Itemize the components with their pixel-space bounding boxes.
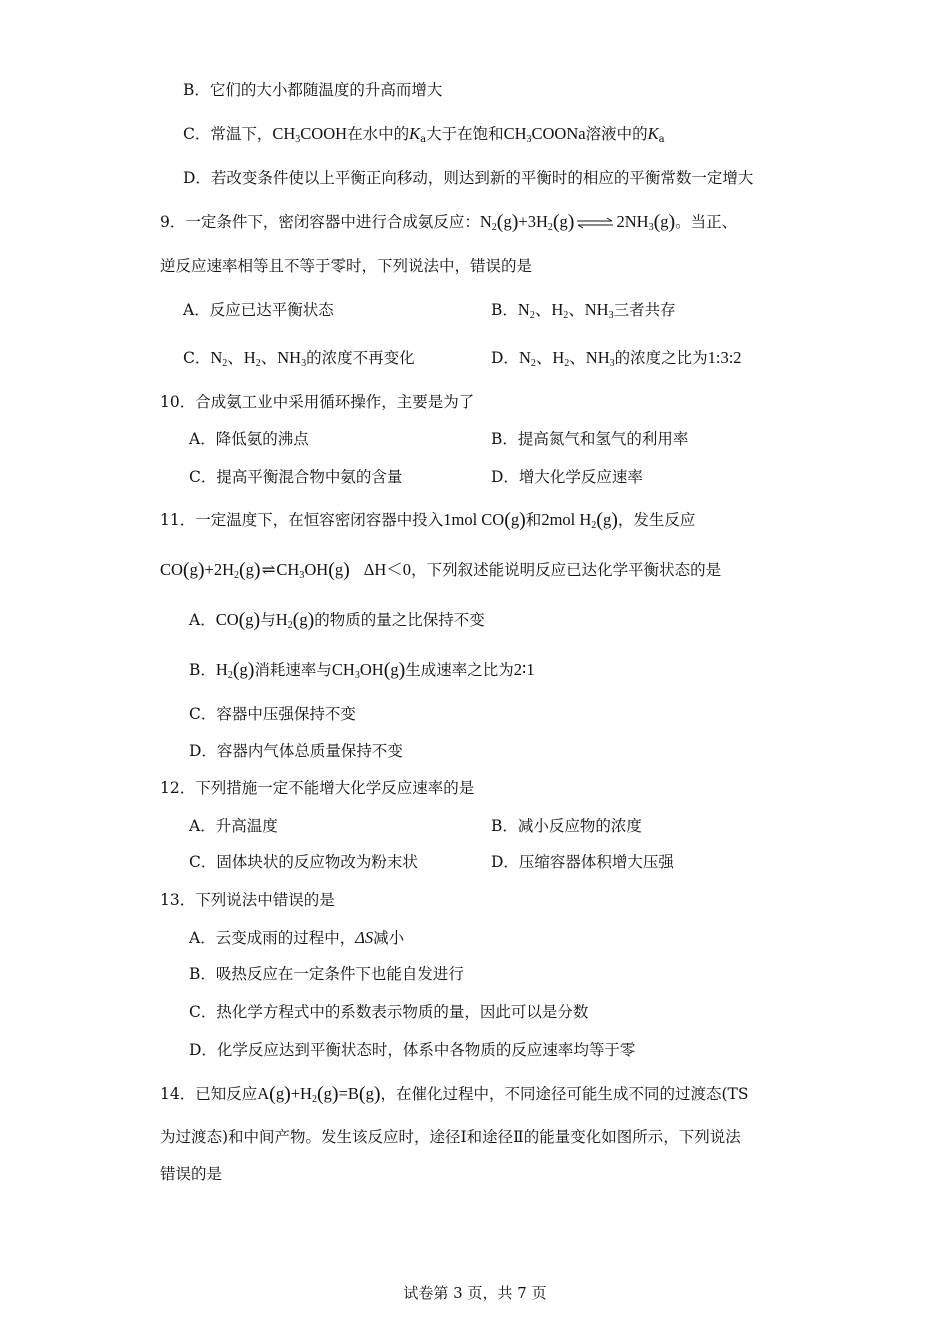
- paren: ): [519, 509, 526, 531]
- paren: (: [269, 1083, 276, 1105]
- q14-stem-line1: [160, 1083, 749, 1105]
- paren: ): [511, 211, 519, 233]
- q13-option-b: B．吸热反应在一定条件下也能自发进行: [189, 965, 464, 983]
- t: H: [275, 610, 288, 629]
- paren: (: [239, 559, 246, 581]
- t: 和: [525, 511, 542, 529]
- paren: ): [247, 659, 255, 681]
- q12-option-b: B．减小反应物的浓度: [491, 817, 642, 835]
- paren: ): [567, 211, 575, 233]
- sub: 3: [526, 134, 532, 145]
- delta-h: ΔH＜0: [363, 560, 412, 579]
- sub: 2: [529, 310, 535, 321]
- paren: (: [238, 609, 246, 631]
- paren: (: [292, 609, 300, 631]
- sub: 3: [301, 358, 307, 369]
- t: 三者共存: [613, 301, 676, 319]
- t: N: [210, 348, 223, 367]
- t: 消耗速率与: [254, 661, 332, 679]
- t: g: [503, 212, 512, 231]
- t: B．: [189, 661, 216, 679]
- ratio: 2∶1: [513, 660, 535, 679]
- paren: ): [611, 509, 618, 531]
- q12-stem: 12．下列措施一定不能增大化学反应速率的是: [160, 779, 475, 797]
- q8-option-d: D．若改变条件使以上平衡正向移动，则达到新的平衡时的相应的平衡常数一定增大: [183, 169, 754, 187]
- paren: ): [343, 559, 350, 581]
- ka-symbol: K: [409, 124, 421, 143]
- text: 。当正、: [675, 213, 738, 231]
- sub: 3: [354, 670, 360, 681]
- sub: 2: [255, 358, 261, 369]
- sub: 2: [563, 310, 569, 321]
- t: 、H: [227, 348, 256, 367]
- formula: [504, 124, 586, 143]
- text: C．常温下，: [183, 125, 273, 143]
- q12-option-d: D．压缩容器体积增大压强: [491, 853, 674, 871]
- paren: (: [552, 211, 560, 233]
- t: D．: [491, 349, 519, 367]
- t: 、H: [534, 300, 564, 319]
- sub: 2: [222, 358, 228, 369]
- t: g: [189, 560, 198, 579]
- q9-option-a: A．反应已达平衡状态: [183, 301, 334, 319]
- text: 在水中的: [347, 125, 410, 143]
- paren: ): [398, 659, 406, 681]
- t: CH: [276, 560, 300, 579]
- t: 、H: [535, 348, 565, 367]
- q10-stem: 10．合成氨工业中采用循环操作，主要是为了: [160, 393, 475, 411]
- formula: [216, 610, 261, 629]
- text: 大于在饱和: [426, 125, 504, 143]
- t: 2mol H: [541, 510, 592, 529]
- t: CO: [215, 610, 239, 629]
- q13-option-d: D．化学反应达到平衡状态时，体系中各物质的反应速率均等于零: [189, 1041, 636, 1059]
- equilibrium-arrow-icon: ⇌: [261, 560, 276, 579]
- paren: (: [504, 509, 511, 531]
- sub: 2: [234, 570, 239, 581]
- q14-stem-line2: 为过渡态)和中间产物。发生该反应时，途径Ⅰ和途径Ⅱ的能量变化如图所示，下列说法: [160, 1128, 741, 1146]
- q9-option-d: [491, 347, 742, 369]
- formula: [541, 510, 618, 529]
- sub: 3: [648, 222, 654, 233]
- f2: COONa: [531, 124, 586, 143]
- t: A: [257, 1084, 270, 1103]
- t: CO: [160, 560, 183, 579]
- equation: [160, 560, 411, 579]
- t: g: [275, 1084, 285, 1103]
- q8-option-c: [183, 123, 665, 145]
- t: g: [239, 660, 248, 679]
- q8-option-b: B．它们的大小都随温度的升高而增大: [183, 81, 443, 99]
- t: 的物质的量之比保持不变: [314, 611, 485, 629]
- t: ，在催化过程中，不同途径可能生成不同的过渡态(TS: [380, 1085, 749, 1103]
- equation: [480, 212, 675, 231]
- t: 与: [260, 611, 276, 629]
- t: g: [660, 212, 669, 231]
- paren: ): [668, 211, 676, 233]
- q11-option-b: [189, 659, 535, 681]
- t: OH: [304, 560, 329, 579]
- ka-symbol: K: [647, 124, 659, 143]
- paren: (: [496, 211, 504, 233]
- t: 减小: [373, 929, 405, 947]
- equilibrium-arrow-icon: [576, 217, 614, 229]
- sub: a: [420, 134, 427, 145]
- q9-stem-line2: 逆反应速率相等且不等于零时，下列说法中，错误的是: [160, 257, 533, 275]
- t: g: [602, 510, 612, 529]
- q13-option-c: C．热化学方程式中的系数表示物质的量，因此可以是分数: [189, 1003, 589, 1021]
- t: g: [365, 1084, 374, 1103]
- paren: ): [253, 609, 261, 631]
- q9-option-b: [491, 299, 676, 321]
- t: A．云变成雨的过程中，: [189, 929, 356, 947]
- formula: [519, 348, 615, 367]
- sub: 3: [295, 134, 301, 145]
- f1: CH: [503, 124, 527, 143]
- t: g: [245, 610, 254, 629]
- t: 生成速率之比为: [405, 661, 514, 679]
- formula: [332, 660, 405, 679]
- formula: [216, 660, 255, 679]
- sub: 2: [311, 1094, 317, 1105]
- t: 11．一定温度下，在恒容密闭容器中投入: [160, 511, 444, 529]
- ratio: 1:3:2: [707, 348, 742, 367]
- q9-stem-line1: [160, 211, 737, 233]
- f2: COOH: [300, 124, 348, 143]
- paren: ): [253, 559, 261, 581]
- t: 1mol CO: [443, 510, 505, 529]
- q10-option-b: B．提高氮气和氢气的利用率: [491, 430, 689, 448]
- sub: 3: [609, 358, 615, 369]
- t: OH: [359, 660, 384, 679]
- page-footer: 试卷第 3 页，共 7 页: [403, 1284, 547, 1302]
- t: g: [390, 660, 399, 679]
- t: 的浓度不再变化: [306, 349, 415, 367]
- t: +3H: [518, 212, 548, 231]
- t: H: [215, 660, 228, 679]
- t: 的浓度之比为: [614, 349, 708, 367]
- t: ，发生反应: [617, 511, 696, 529]
- paren: (: [182, 559, 190, 581]
- q9-option-c: [183, 347, 415, 369]
- t: +2H: [204, 560, 234, 579]
- q11-option-a: [189, 609, 485, 631]
- sub: 2: [547, 222, 553, 233]
- sub: 2: [591, 520, 597, 531]
- t: CH: [331, 660, 355, 679]
- paren: (: [596, 509, 603, 531]
- formula: [443, 510, 526, 529]
- t: 、NH: [260, 348, 302, 367]
- sub: 3: [299, 570, 305, 581]
- sub: a: [658, 134, 665, 145]
- q10-option-a: A．降低氨的沸点: [189, 430, 309, 448]
- sub: 2: [491, 222, 497, 233]
- t: N: [517, 300, 530, 319]
- formula: [518, 300, 614, 319]
- q14-stem-line3: 错误的是: [160, 1165, 223, 1183]
- sub: 2: [530, 358, 536, 369]
- paren: (: [653, 211, 661, 233]
- sub: 2: [564, 358, 570, 369]
- t: g: [510, 510, 520, 529]
- delta-s: ΔS: [355, 928, 374, 947]
- formula: [272, 124, 347, 143]
- t: C．: [183, 349, 211, 367]
- sub: 3: [608, 310, 614, 321]
- paren: ): [284, 1083, 291, 1105]
- paren: (: [316, 1083, 324, 1105]
- t: g: [559, 212, 568, 231]
- t: g: [299, 610, 308, 629]
- t: 、NH: [569, 348, 610, 367]
- text: 9．一定条件下，密闭容器中进行合成氨反应：: [160, 213, 480, 231]
- f1: CH: [272, 124, 296, 143]
- t: 14．已知反应: [160, 1085, 258, 1103]
- paren: (: [358, 1083, 366, 1105]
- t: =B: [338, 1084, 359, 1103]
- q10-option-c: C．提高平衡混合物中氨的含量: [189, 468, 403, 486]
- t: g: [323, 1084, 332, 1103]
- paren: ): [373, 1083, 381, 1105]
- sub: 2: [227, 670, 233, 681]
- formula: [210, 348, 306, 367]
- q12-option-c: C．固体块状的反应物改为粉末状: [189, 853, 418, 871]
- t: ，下列叙述能说明反应已达化学平衡状态的是: [411, 561, 722, 579]
- paren: (: [232, 659, 240, 681]
- t: A．: [189, 611, 216, 629]
- t: B．: [491, 301, 518, 319]
- paren: ): [331, 1083, 339, 1105]
- formula: [276, 610, 315, 629]
- q13-stem: 13．下列说法中错误的是: [160, 891, 335, 909]
- q10-option-d: D．增大化学反应速率: [491, 468, 643, 486]
- q11-option-c: C．容器中压强保持不变: [189, 705, 356, 723]
- q11-option-d: D．容器内气体总质量保持不变: [189, 742, 403, 760]
- t: g: [245, 560, 254, 579]
- q13-option-a: [189, 927, 404, 949]
- paren: (: [328, 559, 335, 581]
- t: 、NH: [568, 300, 609, 319]
- sub: 2: [287, 620, 293, 631]
- t: +H: [290, 1084, 312, 1103]
- q11-stem-line2: [160, 559, 721, 581]
- paren: ): [197, 559, 205, 581]
- t: g: [334, 560, 344, 579]
- equation: [257, 1084, 380, 1103]
- t: 2NH: [616, 212, 649, 231]
- text: 溶液中的: [585, 125, 648, 143]
- paren: ): [307, 609, 315, 631]
- paren: (: [383, 659, 391, 681]
- q12-option-a: A．升高温度: [189, 817, 278, 835]
- t: N: [479, 212, 492, 231]
- t: N: [518, 348, 531, 367]
- q11-stem-line1: [160, 509, 695, 531]
